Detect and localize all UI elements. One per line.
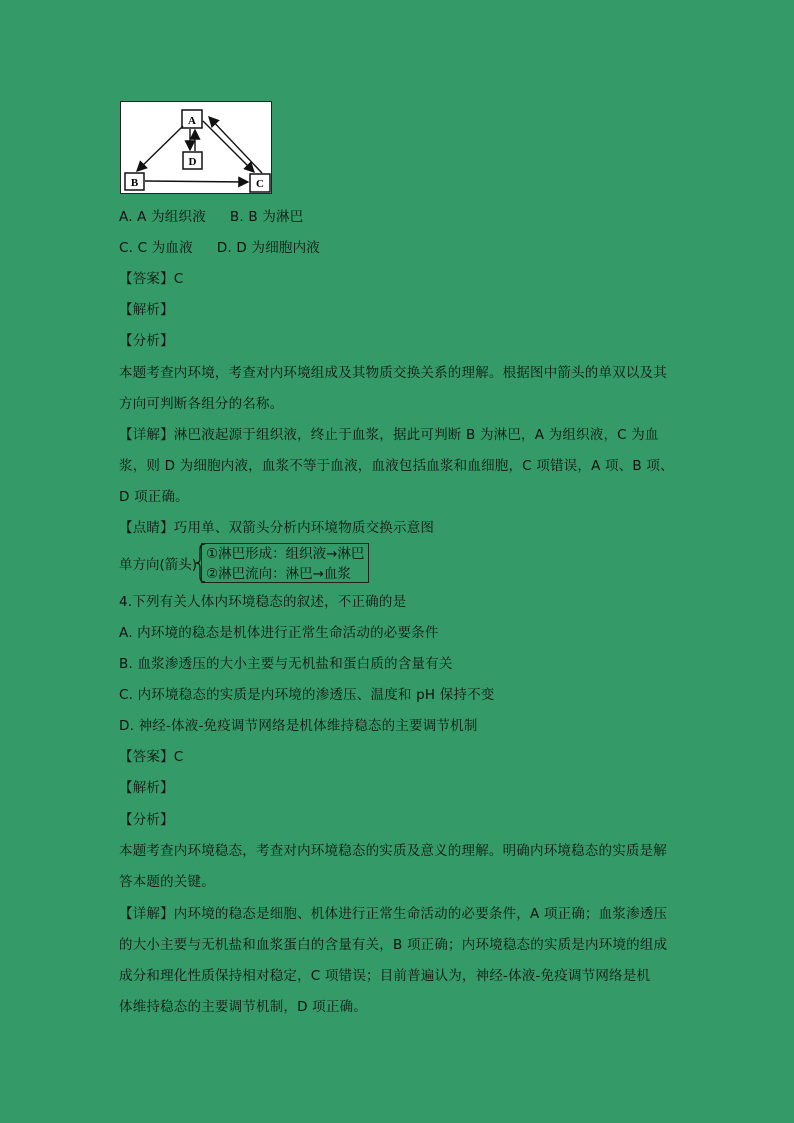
q4-question: 4.下列有关人体内环境稳态的叙述，不正确的是 [119,594,407,610]
q4-option-c: C. 内环境稳态的实质是内环境的渗透压、温度和 pH 保持不变 [119,687,495,703]
q4-detail-line-2: 的大小主要与无机盐和血浆蛋白的含量有关，B 项正确；内环境稳态的实质是内环境的组成 [119,937,668,953]
node-b-label: B [130,177,139,189]
q4-option-a: A. 内环境的稳态是机体进行正常生命活动的必要条件 [119,625,439,641]
q3-options-row-1 [119,207,303,227]
brace-icon [196,543,206,583]
node-d-label: D [188,156,197,168]
q4-fenxi-heading: 【分析】 [119,812,174,828]
q3-fenxi-heading: 【分析】 [119,333,174,349]
brace-item-2: ②淋巴流向：淋巴→血浆 [206,566,351,582]
arrow-a-to-c [203,121,254,172]
q3-analysis-line-2: 方向可判断各组分的名称。 [119,396,284,412]
brace-box [201,543,369,583]
q3-answer: 【答案】C [119,271,184,287]
q3-analysis-line-1: 本题考查内环境，考查对内环境组成及其物质交换关系的理解。根据图中箭头的单双以及其 [119,365,667,381]
q3-detail-line-2: 浆，则 D 为细胞内液，血浆不等于血液，血液包括血浆和血细胞，C 项错误，A 项、B 项、 [119,458,674,474]
q4-detail-line-1: 【详解】内环境的稳态是细胞、机体进行正常生命活动的必要条件，A 项正确；血浆渗透压 [119,906,668,922]
q4-answer: 【答案】C [119,749,184,765]
q4-detail-line-3: 成分和理化性质保持相对稳定，C 项错误；目前普遍认为，神经-体液-免疫调节网络是机 [119,968,651,984]
q3-jiexi-heading: 【解析】 [119,302,174,318]
node-a-label: A [188,115,196,127]
q4-jiexi-heading: 【解析】 [119,780,174,796]
q4-option-d: D. 神经-体液-免疫调节网络是机体维持稳态的主要调节机制 [119,718,478,734]
brace-item-1: ①淋巴形成：组织液→淋巴 [206,546,365,562]
fluid-exchange-diagram-svg [121,102,273,195]
q4-analysis-line-2: 答本题的关键。 [119,874,215,890]
q4-analysis-line-1: 本题考查内环境稳态，考查对内环境稳态的实质及意义的理解。明确内环境稳态的实质是解 [119,843,667,859]
fluid-exchange-diagram [120,101,272,194]
q3-option-c: C. C 为血液 [119,240,193,256]
q3-option-b: B. B 为淋巴 [229,209,304,225]
q4-option-b: B. 血浆渗透压的大小主要与无机盐和蛋白质的含量有关 [119,656,453,672]
q4-detail-line-4: 体维持稳态的主要调节机制，D 项正确。 [119,999,367,1015]
node-c-label: C [256,178,264,190]
q3-option-a: A. A 为组织液 [119,209,206,225]
q3-tip: 【点睛】巧用单、双箭头分析内环境物质交换示意图 [119,520,435,536]
arrow-b-to-c [145,181,248,182]
q3-options-row-2 [119,238,320,258]
arrow-c-to-a [209,117,262,173]
q3-brace-summary [119,543,379,585]
q3-detail-line-3: D 项正确。 [119,489,189,505]
brace-label: 单方向(箭头) [119,557,198,573]
q3-detail-line-1: 【详解】淋巴液起源于组织液，终止于血浆，据此可判断 B 为淋巴，A 为组织液，C 为血 [119,427,659,443]
q3-option-d: D. D 为细胞内液 [216,240,320,256]
arrow-a-to-b [137,126,183,171]
